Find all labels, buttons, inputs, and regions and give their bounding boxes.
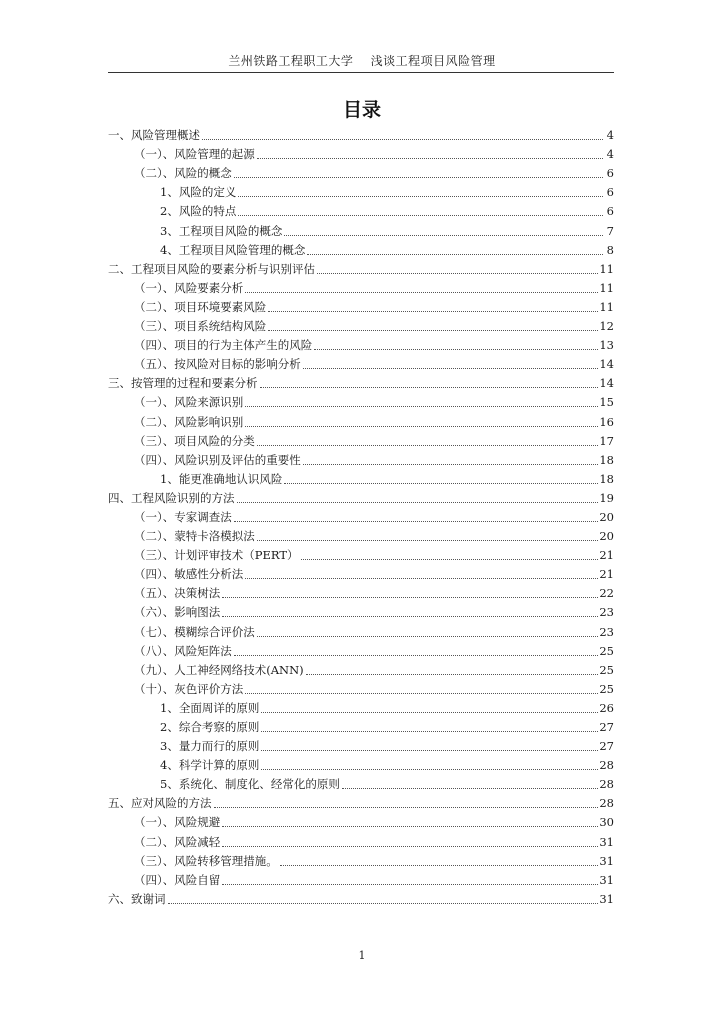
toc-entry-label: 一、风险管理概述 (108, 128, 200, 143)
toc-entry-label: （四）、风险自留 (134, 872, 221, 887)
toc-entry-label: 二、工程项目风险的要素分析与识别评估 (108, 261, 315, 276)
toc-entry-page: 23 (599, 624, 614, 639)
toc-entry[interactable] (108, 756, 614, 775)
toc-entry-page: 14 (599, 376, 614, 391)
toc-entry-label: （七）、模糊综合评价法 (134, 624, 255, 639)
toc-entry[interactable] (108, 680, 614, 699)
toc-entry-label: （一）、专家调查法 (134, 509, 232, 524)
toc-entry-label: （二）、项目环境要素风险 (134, 299, 267, 314)
toc-entry-page: 6 (606, 185, 614, 200)
toc-dot-leader (202, 139, 603, 140)
toc-entry[interactable] (108, 298, 614, 317)
toc-entry[interactable] (108, 852, 614, 871)
toc-entry-page: 21 (599, 548, 614, 563)
toc-entry-page: 21 (599, 567, 614, 582)
toc-entry-label: （九）、人工神经网络技术(ANN) (134, 662, 304, 677)
toc-entry-label: （二）、风险影响识别 (134, 414, 244, 429)
toc-dot-leader (222, 616, 598, 617)
toc-dot-leader (237, 502, 599, 503)
toc-entry-label: 六、致谢词 (108, 891, 166, 906)
toc-dot-leader (261, 769, 598, 770)
toc-entry[interactable] (108, 374, 614, 393)
toc-entry[interactable] (108, 279, 614, 298)
toc-entry-page: 25 (599, 681, 614, 696)
table-of-contents (108, 126, 614, 909)
toc-dot-leader (314, 349, 598, 350)
toc-entry-page: 20 (599, 529, 614, 544)
toc-dot-leader (261, 750, 598, 751)
toc-entry-page: 30 (599, 815, 614, 830)
toc-entry-label: 3、工程项目风险的概念 (160, 223, 283, 238)
toc-entry-label: 1、全面周详的原则 (160, 700, 260, 715)
toc-entry[interactable] (108, 126, 614, 145)
toc-dot-leader (280, 865, 599, 866)
toc-entry-label: （四）、项目的行为主体产生的风险 (134, 338, 313, 353)
toc-entry-page: 20 (599, 509, 614, 524)
toc-entry-label: 5、系统化、制度化、经常化的原则 (160, 777, 340, 792)
toc-dot-leader (301, 559, 599, 560)
toc-dot-leader (245, 406, 598, 407)
toc-entry[interactable] (108, 699, 614, 718)
toc-entry[interactable] (108, 202, 614, 221)
toc-entry-page: 7 (606, 223, 614, 238)
toc-entry-page: 8 (606, 242, 614, 257)
page-number: 1 (358, 949, 366, 962)
toc-entry-label: 2、风险的特点 (160, 204, 237, 219)
toc-entry[interactable] (108, 832, 614, 851)
toc-entry[interactable] (108, 164, 614, 183)
toc-entry-page: 22 (599, 586, 614, 601)
toc-entry-label: 1、能更准确地认识风险 (160, 471, 283, 486)
toc-entry-page: 28 (599, 796, 614, 811)
toc-entry-label: （六）、影响图法 (134, 605, 221, 620)
toc-entry-page: 25 (599, 662, 614, 677)
toc-dot-leader (268, 311, 598, 312)
toc-entry-page: 14 (599, 357, 614, 372)
toc-dot-leader (222, 846, 598, 847)
toc-entry-label: （一）、风险管理的起源 (134, 147, 255, 162)
header-divider (108, 72, 614, 73)
toc-entry-page: 4 (606, 147, 614, 162)
toc-dot-leader (245, 426, 598, 427)
toc-dot-leader (261, 712, 598, 713)
toc-dot-leader (257, 636, 599, 637)
toc-entry-label: （十）、灰色评价方法 (134, 681, 244, 696)
toc-entry-page: 11 (599, 261, 614, 276)
toc-entry[interactable] (108, 794, 614, 813)
toc-entry-page: 18 (599, 452, 614, 467)
toc-entry[interactable] (108, 221, 614, 240)
toc-dot-leader (261, 731, 598, 732)
toc-dot-leader (260, 387, 599, 388)
toc-dot-leader (303, 464, 599, 465)
toc-dot-leader (257, 445, 599, 446)
toc-dot-leader (222, 597, 598, 598)
toc-dot-leader (222, 884, 598, 885)
toc-entry-page: 31 (599, 891, 614, 906)
toc-entry-page: 6 (606, 166, 614, 181)
toc-entry-label: （一）、风险来源识别 (134, 395, 244, 410)
toc-entry[interactable] (108, 241, 614, 260)
toc-entry[interactable] (108, 260, 614, 279)
toc-entry-label: （五）、按风险对目标的影响分析 (134, 357, 301, 372)
toc-entry-page: 27 (599, 720, 614, 734)
toc-entry-label: （三）、计划评审技术（PERT） (134, 548, 299, 563)
toc-entry-label: 3、量力而行的原则 (160, 739, 260, 754)
toc-dot-leader (245, 292, 598, 293)
toc-entry-page: 31 (599, 872, 614, 887)
toc-dot-leader (306, 674, 599, 675)
toc-entry-label: （四）、风险识别及评估的重要性 (134, 452, 301, 467)
toc-entry-label: 4、工程项目风险管理的概念 (160, 242, 306, 257)
toc-dot-leader (284, 483, 598, 484)
toc-entry[interactable] (108, 775, 614, 794)
toc-entry-page: 16 (599, 414, 614, 429)
toc-entry-page: 12 (599, 319, 614, 334)
toc-entry[interactable] (108, 393, 614, 412)
toc-title: 目录 (342, 99, 381, 121)
toc-dot-leader (238, 196, 603, 197)
toc-entry-page: 18 (599, 471, 614, 486)
toc-entry-label: （四）、敏感性分析法 (134, 567, 244, 582)
toc-entry[interactable] (108, 565, 614, 584)
toc-entry-label: 2、综合考察的原则 (160, 720, 260, 734)
toc-entry-page: 28 (599, 758, 614, 773)
toc-entry[interactable] (108, 432, 614, 451)
toc-entry-page: 11 (599, 299, 614, 314)
toc-entry[interactable] (108, 183, 614, 202)
toc-entry[interactable] (108, 871, 614, 890)
toc-dot-leader (214, 807, 599, 808)
toc-entry[interactable] (108, 890, 614, 909)
toc-dot-leader (257, 540, 599, 541)
toc-entry[interactable] (108, 145, 614, 164)
toc-entry[interactable] (108, 527, 614, 546)
toc-entry[interactable] (108, 813, 614, 832)
toc-dot-leader (268, 330, 598, 331)
toc-dot-leader (234, 177, 603, 178)
toc-entry-page: 19 (599, 490, 614, 505)
toc-entry-page: 11 (599, 280, 614, 295)
toc-entry[interactable] (108, 317, 614, 336)
toc-entry-label: （二）、风险的概念 (134, 166, 232, 181)
toc-dot-leader (234, 521, 599, 522)
toc-entry-label: （三）、项目系统结构风险 (134, 319, 267, 334)
toc-entry[interactable] (108, 451, 614, 470)
toc-entry-page: 6 (606, 204, 614, 219)
toc-entry-label: （三）、项目风险的分类 (134, 433, 255, 448)
toc-entry-label: （二）、风险减轻 (134, 834, 221, 849)
toc-entry-label: 四、工程风险识别的方法 (108, 490, 235, 505)
toc-dot-leader (245, 693, 598, 694)
toc-entry-label: （一）、风险规避 (134, 815, 221, 830)
toc-entry-label: （八）、风险矩阵法 (134, 643, 232, 658)
toc-dot-leader (245, 578, 598, 579)
toc-entry-label: （五）、决策树法 (134, 586, 221, 601)
toc-dot-leader (168, 903, 599, 904)
toc-entry-label: 1、风险的定义 (160, 185, 237, 200)
toc-entry-page: 13 (599, 338, 614, 353)
toc-entry[interactable] (108, 470, 614, 489)
toc-entry-label: （一）、风险要素分析 (134, 280, 244, 295)
toc-dot-leader (303, 368, 599, 369)
running-header: 兰州铁路工程职工大学 浅谈工程项目风险管理 (228, 54, 496, 68)
toc-entry-page: 17 (599, 433, 614, 448)
toc-entry[interactable] (108, 718, 614, 737)
toc-entry-page: 25 (599, 643, 614, 658)
toc-dot-leader (257, 158, 603, 159)
toc-entry[interactable] (108, 508, 614, 527)
toc-entry[interactable] (108, 546, 614, 565)
toc-dot-leader (222, 826, 598, 827)
toc-entry-page: 31 (599, 834, 614, 849)
toc-entry-page: 4 (606, 128, 614, 143)
toc-entry-page: 15 (599, 395, 614, 410)
toc-dot-leader (284, 235, 603, 236)
toc-entry-label: 4、科学计算的原则 (160, 758, 260, 773)
toc-entry[interactable] (108, 336, 614, 355)
toc-entry[interactable] (108, 661, 614, 680)
toc-entry-label: （三）、风险转移管理措施。 (134, 853, 278, 868)
toc-entry[interactable] (108, 584, 614, 603)
toc-entry-page: 28 (599, 777, 614, 792)
toc-dot-leader (238, 215, 603, 216)
toc-dot-leader (342, 788, 599, 789)
toc-entry[interactable] (108, 355, 614, 374)
toc-dot-leader (234, 655, 599, 656)
toc-entry-page: 31 (599, 853, 614, 868)
toc-entry[interactable] (108, 489, 614, 508)
toc-entry-page: 27 (599, 739, 614, 754)
toc-entry-page: 26 (599, 700, 614, 715)
toc-entry[interactable] (108, 737, 614, 756)
toc-entry-label: 五、应对风险的方法 (108, 796, 212, 811)
toc-entry-page: 23 (599, 605, 614, 620)
toc-entry[interactable] (108, 642, 614, 661)
toc-entry[interactable] (108, 412, 614, 431)
toc-dot-leader (317, 273, 598, 274)
toc-entry[interactable] (108, 603, 614, 622)
toc-entry-label: 三、按管理的过程和要素分析 (108, 376, 258, 391)
toc-dot-leader (307, 254, 603, 255)
toc-entry[interactable] (108, 622, 614, 641)
toc-entry-label: （二）、蒙特卡洛模拟法 (134, 529, 255, 544)
